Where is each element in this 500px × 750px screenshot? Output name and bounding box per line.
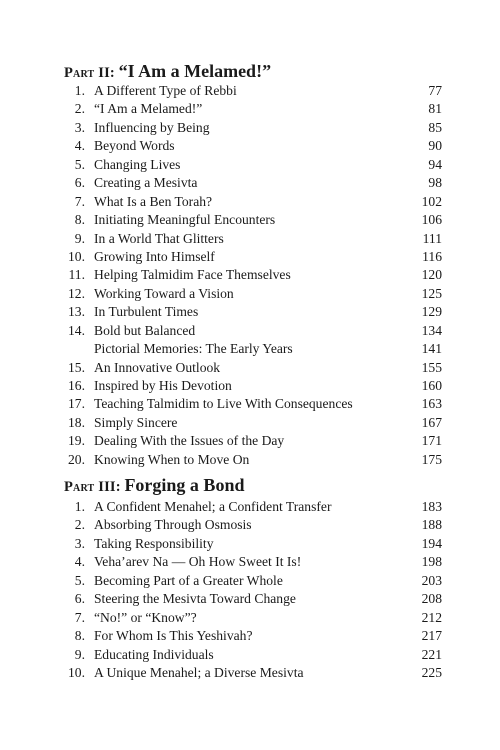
toc-entry [64, 303, 442, 321]
chapter-number: 3. [74, 535, 85, 551]
chapter-number: 16. [68, 378, 85, 393]
chapter-number: 7. [74, 193, 85, 209]
page-number: 163 [421, 396, 442, 412]
chapter-title: Initiating Meaningful Encounters [94, 212, 276, 228]
toc-entry [64, 359, 442, 377]
toc-entry [64, 266, 442, 284]
chapter-title: Absorbing Through Osmosis [94, 517, 252, 533]
page-number: 98 [428, 175, 442, 191]
part-label: Part III: [64, 479, 121, 495]
page-number: 183 [421, 499, 442, 514]
toc-entry [64, 377, 442, 395]
toc-entry [64, 211, 442, 229]
chapter-number: 11. [68, 267, 85, 283]
toc-entry [64, 340, 442, 358]
toc-entry [64, 432, 442, 450]
chapter-title: Teaching Talmidim to Live With Consequences [94, 396, 353, 412]
page-number: 171 [421, 433, 442, 449]
page-number: 141 [421, 341, 442, 357]
toc-entry [64, 590, 442, 608]
chapter-number: 10. [68, 664, 85, 680]
toc-entry [64, 156, 442, 174]
page-number: 221 [421, 646, 442, 662]
chapter-title: Knowing When to Move On [94, 451, 250, 467]
page-number: 94 [428, 156, 442, 172]
chapter-title: Steering the Mesivta Toward Change [94, 591, 296, 607]
chapter-number: 2. [74, 517, 85, 533]
chapter-title: Beyond Words [94, 138, 175, 154]
chapter-title: “No!” or “Know”? [94, 609, 197, 625]
toc-entry [64, 230, 442, 248]
chapter-title: Simply Sincere [94, 414, 178, 430]
chapter-title: “I Am a Melamed!” [94, 101, 203, 117]
toc-section [64, 82, 442, 469]
part-heading [64, 62, 271, 82]
toc-entry [64, 119, 442, 137]
page-number: 225 [421, 664, 442, 680]
chapter-number: 6. [74, 591, 85, 607]
chapter-title: Taking Responsibility [94, 535, 214, 551]
chapter-title: Helping Talmidim Face Themselves [94, 267, 291, 283]
toc-entry [64, 535, 442, 553]
toc-entry [64, 137, 442, 155]
chapter-title: Becoming Part of a Greater Whole [94, 572, 283, 588]
chapter-title: For Whom Is This Yeshivah? [94, 628, 253, 644]
chapter-title: In a World That Glitters [94, 230, 224, 246]
chapter-number: 8. [74, 212, 85, 228]
page-number: 85 [428, 119, 442, 135]
page-number: 217 [421, 628, 442, 644]
page-number: 155 [421, 359, 442, 375]
chapter-title: Dealing With the Issues of the Day [94, 433, 285, 449]
page-number: 198 [421, 554, 442, 570]
chapter-number: 5. [74, 156, 85, 172]
page-number: 102 [421, 193, 442, 209]
chapter-number: 19. [68, 433, 85, 449]
chapter-number: 6. [74, 175, 85, 191]
page-number: 175 [421, 451, 442, 467]
toc-entry [64, 414, 442, 432]
toc-entry [64, 174, 442, 192]
part-title: “I Am a Melamed!” [118, 61, 272, 81]
page-number: 120 [421, 267, 442, 283]
page-number: 212 [421, 609, 442, 625]
toc-entry [64, 322, 442, 340]
toc-entry [64, 516, 442, 534]
chapter-title: In Turbulent Times [94, 304, 199, 320]
toc-entry [64, 609, 442, 627]
chapter-number: 18. [68, 414, 85, 430]
chapter-title: Educating Individuals [94, 646, 214, 662]
chapter-number: 4. [74, 138, 85, 154]
page-number: 90 [428, 138, 442, 154]
toc-entry [64, 498, 442, 516]
page-number: 77 [428, 83, 442, 98]
toc-entry [64, 664, 442, 682]
page-number: 203 [421, 572, 442, 588]
page-number: 188 [421, 517, 442, 533]
page-number: 129 [421, 304, 442, 320]
chapter-title: A Confident Menahel; a Confident Transfer [94, 499, 332, 514]
part-label: Part II: [64, 65, 115, 81]
chapter-number: 12. [68, 285, 85, 301]
toc-entry [64, 285, 442, 303]
chapter-title: Pictorial Memories: The Early Years [94, 341, 293, 357]
chapter-number: 1. [74, 83, 85, 98]
chapter-number: 15. [68, 359, 85, 375]
chapter-number: 10. [68, 248, 85, 264]
chapter-title: Veha’arev Na — Oh How Sweet It Is! [94, 554, 302, 570]
chapter-title: Influencing by Being [94, 119, 210, 135]
part-title: Forging a Bond [124, 475, 245, 495]
chapter-title: What Is a Ben Torah? [94, 193, 213, 209]
page-number: 194 [421, 535, 442, 551]
chapter-number: 17. [68, 396, 85, 412]
chapter-number: 5. [74, 572, 85, 588]
chapter-number: 1. [74, 499, 85, 514]
toc-entry [64, 248, 442, 266]
toc-entry [64, 646, 442, 664]
toc-entry [64, 572, 442, 590]
chapter-number: 8. [74, 628, 85, 644]
toc-section [64, 498, 442, 682]
chapter-number: 9. [74, 230, 85, 246]
chapter-title: Creating a Mesivta [94, 175, 198, 191]
chapter-number: 20. [68, 451, 85, 467]
chapter-title: Working Toward a Vision [94, 285, 234, 301]
page-number: 167 [421, 414, 442, 430]
toc-entry [64, 553, 442, 571]
page-number: 208 [421, 591, 442, 607]
toc-entry [64, 100, 442, 118]
toc-entry [64, 82, 442, 100]
chapter-title: A Different Type of Rebbi [94, 83, 237, 98]
chapter-number: 3. [74, 119, 85, 135]
toc-entry [64, 627, 442, 645]
page-number: 116 [422, 248, 442, 264]
chapter-title: Changing Lives [94, 156, 181, 172]
page-number: 125 [421, 285, 442, 301]
chapter-title: Growing Into Himself [94, 248, 215, 264]
part-heading [64, 476, 244, 496]
page-number: 134 [421, 322, 442, 338]
page-number: 81 [428, 101, 442, 117]
toc-entry [64, 451, 442, 469]
chapter-number: 7. [74, 609, 85, 625]
chapter-number: 9. [74, 646, 85, 662]
chapter-number: 2. [74, 101, 85, 117]
toc-entry [64, 193, 442, 211]
chapter-title: A Unique Menahel; a Diverse Mesivta [94, 664, 304, 680]
chapter-title: Bold but Balanced [94, 322, 196, 338]
page-number: 111 [422, 230, 442, 246]
chapter-number: 4. [74, 554, 85, 570]
chapter-number: 13. [68, 304, 85, 320]
chapter-title: An Innovative Outlook [94, 359, 221, 375]
chapter-number: 14. [68, 322, 85, 338]
page-number: 106 [421, 212, 442, 228]
chapter-title: Inspired by His Devotion [94, 378, 232, 393]
page-number: 160 [421, 378, 442, 393]
toc-entry [64, 395, 442, 413]
